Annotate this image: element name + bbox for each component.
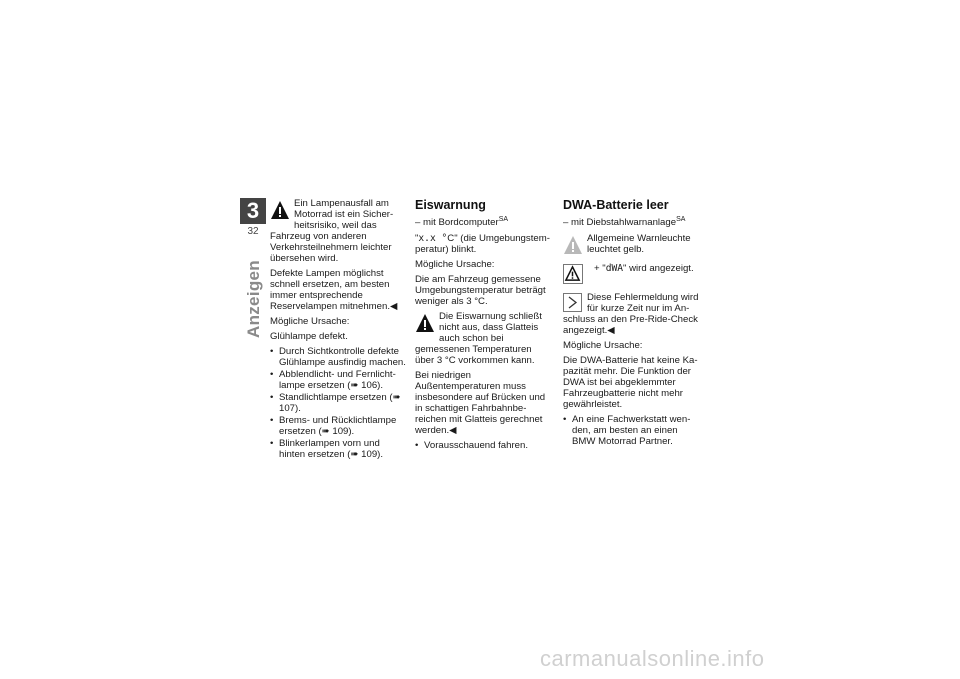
section-heading: DWA-Batterie leer <box>563 198 669 212</box>
equipment-text: – mit Bordcomputer <box>415 217 499 229</box>
indicator-display <box>594 263 694 274</box>
list-item: • Blinkerlampen vorn und hinten ersetzen (➠ 109). <box>270 438 408 460</box>
page-number: 32 <box>247 226 259 237</box>
list-item: • Abblendlicht- und Fernlichtlampe ersetzen (➠ 106). <box>270 369 408 391</box>
display-text: "x.x °C" (die Umgebungstemperatur) blinkt. <box>415 233 550 256</box>
chapter-number: 3 <box>240 198 266 224</box>
cause-label: Mögliche Ursache: <box>415 259 495 271</box>
equipment-note <box>415 214 553 228</box>
section-side-title: Anzeigen <box>244 260 263 338</box>
list-item: • Brems- und Rücklichtlampe ersetzen (➠ 109). <box>270 415 408 437</box>
warning-triangle-icon <box>270 200 290 220</box>
indicator-prefix: + " <box>594 263 606 275</box>
list-item: • Vorausschauend fahren. <box>415 440 553 451</box>
warning-block <box>270 198 408 264</box>
action-list <box>270 346 408 460</box>
cause-label: Mögliche Ursache: <box>563 340 643 352</box>
cause-text: Glühlampe defekt. <box>270 331 348 342</box>
list-item: • Standlichtlampe ersetzen (➠ 107). <box>270 392 408 414</box>
indicator-text: Allgemeine Warnleuchte leuchtet gelb. <box>587 233 691 256</box>
indicator-block <box>563 263 701 274</box>
warning-text: Ein Lampenausfall am Motorrad ist ein Sicherheitsrisiko, weil das Fahrzeug von anderen Verkehrsteilnehmern leichter übersehen wird. <box>270 198 394 264</box>
column-ice-warning <box>415 198 553 452</box>
list-item: • Durch Sichtkontrolle defekte Glühlampe ausfindig machen. <box>270 346 408 368</box>
action-list <box>563 414 701 447</box>
section-heading: Eiswarnung <box>415 198 486 212</box>
chapter-tab <box>240 198 266 238</box>
cause-text: Die DWA-Batterie hat keine Kapazität mehr. Die Funktion der DWA ist bei abgeklemmter Fahrzeugbatterie nicht mehr gewährleistet. <box>563 355 698 411</box>
indicator-block <box>563 233 701 255</box>
warning-light-icon <box>563 235 583 255</box>
warning-text-2: Defekte Lampen möglichst schnell ersetzen, am besten immer entsprechende Reservelampen mitnehmen.◀ <box>270 268 398 312</box>
note-block <box>563 292 701 336</box>
warning-triangle-icon <box>415 313 435 333</box>
column-dwa-battery <box>563 198 701 448</box>
equipment-note <box>563 214 701 228</box>
note-text: Diese Fehlermeldung wird für kurze Zeit nur im Anschluss an den Pre-Ride-Check angezeigt.◀ <box>563 292 699 337</box>
list-item: • An eine Fachwerkstatt wenden, am besten an einen BMW Motorrad Partner. <box>563 414 701 447</box>
indicator-suffix: " wird angezeigt. <box>623 263 694 275</box>
cause-label: Mögliche Ursache: <box>270 316 350 327</box>
warning-text-2: Bei niedrigen Außentemperaturen muss insbesondere auf Brücken und in schattigen Fahrbahnbereichen mit Glatteis gerechnet werden.◀ <box>415 370 546 437</box>
watermark: carmanualsonline.info <box>540 646 765 671</box>
warning-text: Die Eiswarnung schließt nicht aus, dass Glatteis auch schon bei gemessenen Temperaturen über 3 °C vorkommen kann. <box>415 311 542 367</box>
display-code: dWA <box>605 263 624 275</box>
warning-block <box>415 311 553 366</box>
cause-text: Die am Fahrzeug gemessene Umgebungstemperatur beträgt weniger als 3 °C. <box>415 274 546 308</box>
note-pointer-icon <box>563 293 582 312</box>
action-list <box>415 440 553 451</box>
column-lamp-failure <box>270 198 408 461</box>
equipment-text: – mit Diebstahlwarnanlage <box>563 217 677 229</box>
equipment-sup: SA <box>676 216 686 223</box>
equipment-sup: SA <box>498 216 509 223</box>
display-suffix: C" (die Umgebungstemperatur) blinkt. <box>415 233 550 256</box>
display-code: x.x ° <box>418 233 448 245</box>
warning-box-icon <box>563 264 583 284</box>
